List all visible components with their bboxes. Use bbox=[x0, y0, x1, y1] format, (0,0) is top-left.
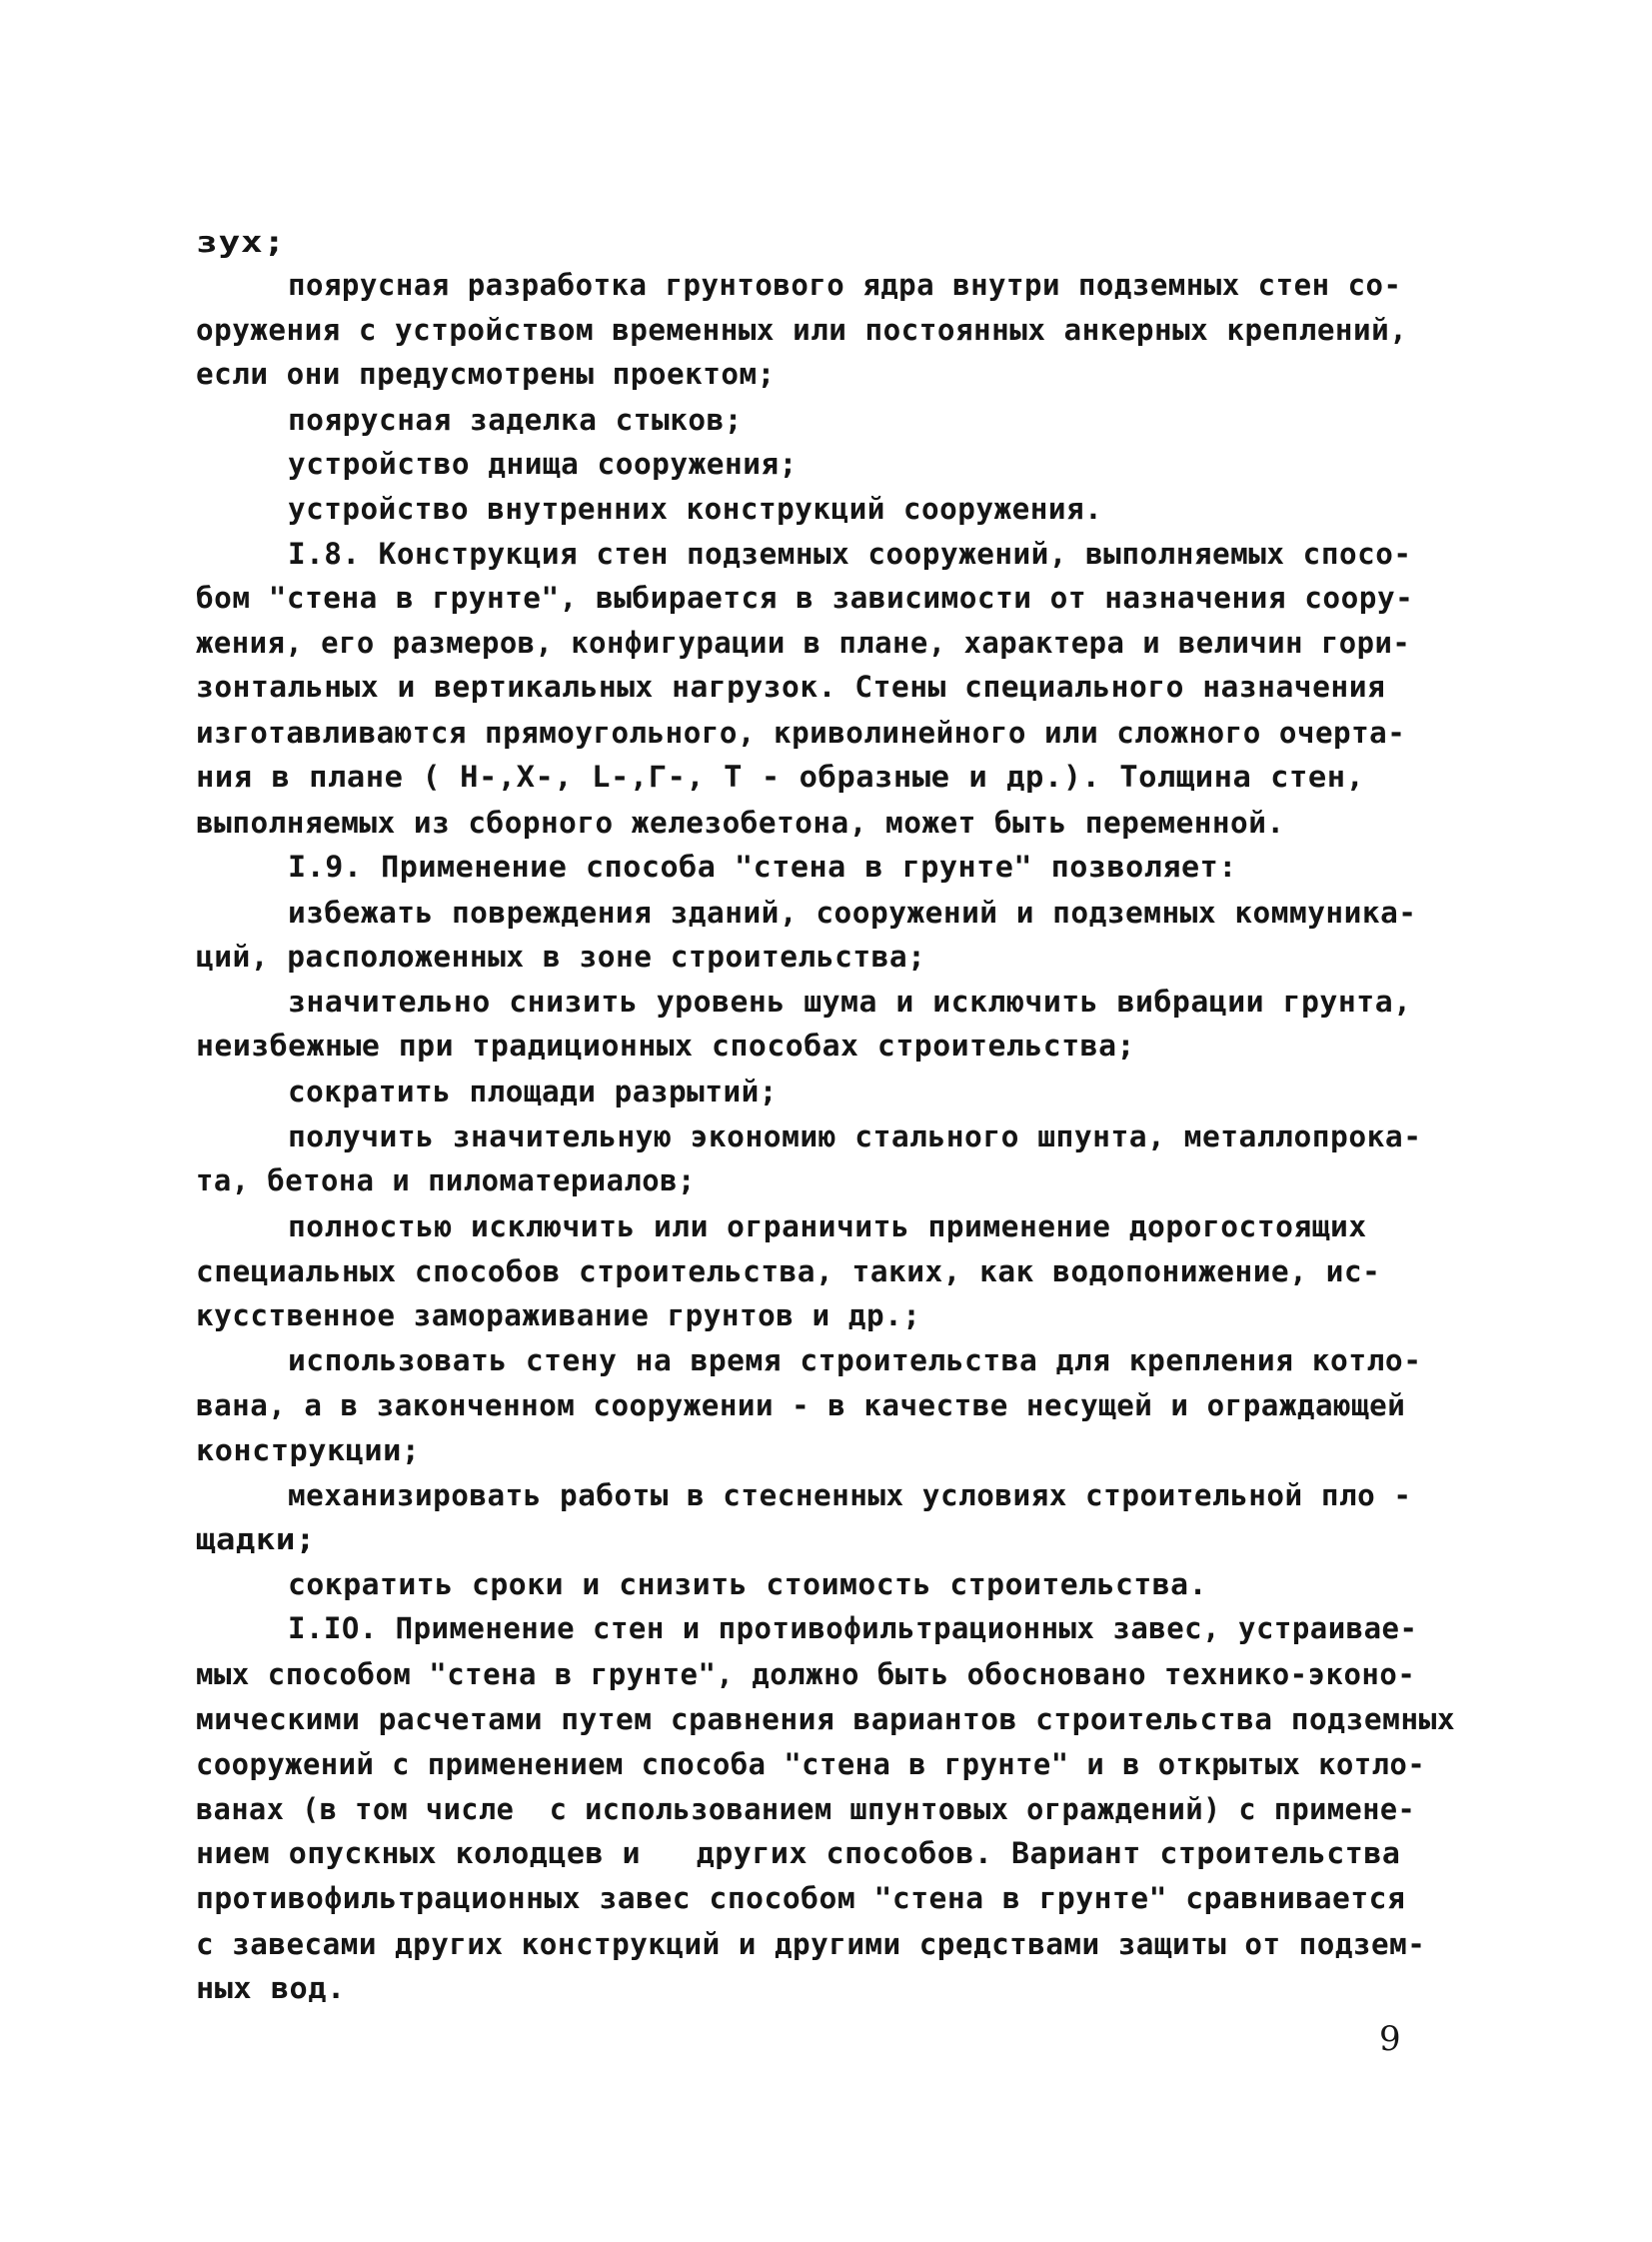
text-line: кусственное замораживание грунтов и др.; bbox=[196, 1298, 921, 1332]
text-line: оружения с устройством временных или постоянных анкерных креплений, bbox=[196, 313, 1408, 347]
text-line: бом "стена в грунте", выбирается в зависимости от назначения соору- bbox=[196, 581, 1414, 615]
text-line: зонтальных и вертикальных нагрузок. Стены специального назначения bbox=[196, 670, 1386, 704]
text-line: I.8. Конструкция стен подземных сооружений, выполняемых спосо- bbox=[288, 537, 1412, 571]
text-line: мическими расчетами путем сравнения вариантов строительства подземных bbox=[196, 1702, 1456, 1736]
text-line: устройство внутренних конструкций сооружения. bbox=[288, 492, 1103, 526]
text-line: I.IO. Применение стен и противофильтрационных завес, устраивае- bbox=[288, 1611, 1418, 1645]
page-number: 9 bbox=[1379, 2019, 1401, 2059]
text-line: использовать стену на время строительства для крепления котло- bbox=[288, 1343, 1422, 1377]
text-line: зух; bbox=[196, 225, 286, 259]
text-line: сооружений с применением способа "стена в грунте" и в открытых котло- bbox=[196, 1747, 1426, 1781]
text-line: изготавливаются прямоугольного, криволинейного или сложного очерта- bbox=[196, 716, 1406, 750]
text-line: сократить сроки и снизить стоимость строительства. bbox=[288, 1567, 1207, 1601]
text-line: I.9. Применение способа "стена в грунте" позволяет: bbox=[288, 850, 1237, 884]
text-line: мых способом "стена в грунте", должно быть обосновано технико-эконо- bbox=[196, 1657, 1416, 1691]
text-line: специальных способов строительства, таких, как водопонижение, ис- bbox=[196, 1254, 1381, 1288]
text-line: полностью исключить или ограничить применение дорогостоящих bbox=[288, 1209, 1367, 1243]
text-line: противофильтрационных завес способом "стена в грунте" сравнивается bbox=[196, 1881, 1406, 1915]
text-line: та, бетона и пиломатериалов; bbox=[196, 1163, 696, 1197]
text-line: ций, расположенных в зоне строительства; bbox=[196, 940, 926, 974]
text-line: ванах (в том числе с использованием шпунтовых ограждений) с примене- bbox=[196, 1792, 1416, 1826]
text-line: механизировать работы в стесненных условиях строительной пло - bbox=[288, 1478, 1412, 1512]
text-line: жения, его размеров, конфигурации в плане, характера и величин гори- bbox=[196, 626, 1411, 660]
text-line: ния в плане ( Н-,Х-, L-,Г-, Т - образные и др.). Толщина стен, bbox=[196, 760, 1365, 794]
text-line: с завесами других конструкций и другими средствами защиты от подзем- bbox=[196, 1927, 1426, 1961]
text-line: выполняемых из сборного железобетона, может быть переменной. bbox=[196, 806, 1285, 840]
text-line: неизбежные при традиционных способах строительства; bbox=[196, 1029, 1135, 1063]
text-line: конструкции; bbox=[196, 1433, 421, 1467]
text-line: получить значительную экономию стального шпунта, металлопрока- bbox=[288, 1120, 1422, 1153]
text-line: поярусная разработка грунтового ядра внутри подземных стен со- bbox=[288, 268, 1402, 302]
text-line: поярусная заделка стыков; bbox=[288, 403, 744, 437]
text-line: нием опускных колодцев и других способов. Вариант строительства bbox=[196, 1836, 1401, 1870]
text-line: устройство днища сооружения; bbox=[288, 447, 798, 481]
text-line: значительно снизить уровень шума и исключить вибрации грунта, bbox=[288, 985, 1412, 1019]
text-line: если они предусмотрены проектом; bbox=[196, 357, 776, 391]
text-line: сократить площади разрытий; bbox=[288, 1075, 778, 1109]
text-line: избежать повреждения зданий, сооружений и подземных коммуника- bbox=[288, 896, 1417, 930]
text-line: вана, а в законченном сооружении - в качестве несущей и ограждающей bbox=[196, 1388, 1406, 1422]
text-line: ных вод. bbox=[196, 1971, 346, 2005]
text-line: щадки; bbox=[196, 1522, 316, 1556]
